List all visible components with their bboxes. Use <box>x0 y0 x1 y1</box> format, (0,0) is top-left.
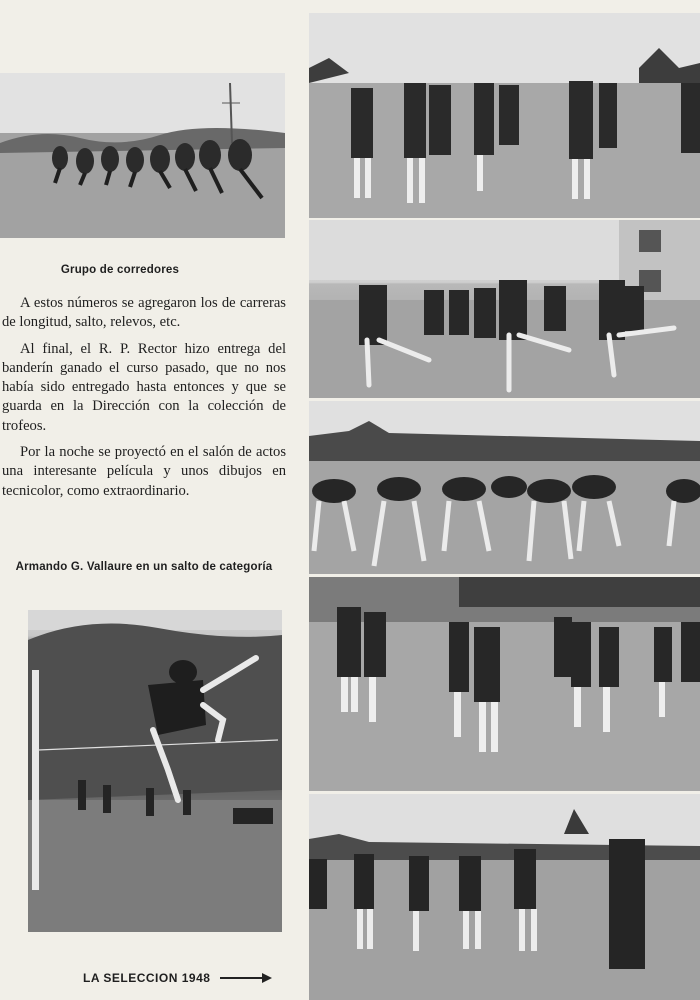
arrow-right-icon <box>220 973 272 983</box>
footer-label: LA SELECCION 1948 <box>83 971 211 985</box>
caption-runners: Grupo de corredores <box>60 264 180 276</box>
page-footer <box>83 971 272 985</box>
article-text <box>2 294 286 508</box>
article-paragraph: A estos números se agregaron los de carreras de longitud, salto, relevos, etc. <box>2 295 286 331</box>
photo-high-jump <box>28 610 282 932</box>
photo-gymnastics-4 <box>309 577 700 791</box>
photo-gymnastics-1 <box>309 13 700 218</box>
caption-high-jump: Armando G. Vallaure en un salto de categoría <box>15 561 273 573</box>
article-paragraph: Al final, el R. P. Rector hizo entrega del banderín ganado el curso pasado, que no nos había sido entregado hasta entonces y que se guarda en la Dirección con la colección de trofeos. <box>2 340 286 434</box>
photo-gymnastics-2 <box>309 220 700 398</box>
photo-gymnastics-5 <box>309 794 700 1000</box>
article-paragraph: Por la noche se proyectó en el salón de actos una interesante película y unos dibujos en tecnicolor, como extraordinario. <box>2 444 286 499</box>
photo-gymnastics-3 <box>309 401 700 574</box>
photo-group-of-runners <box>0 73 285 238</box>
